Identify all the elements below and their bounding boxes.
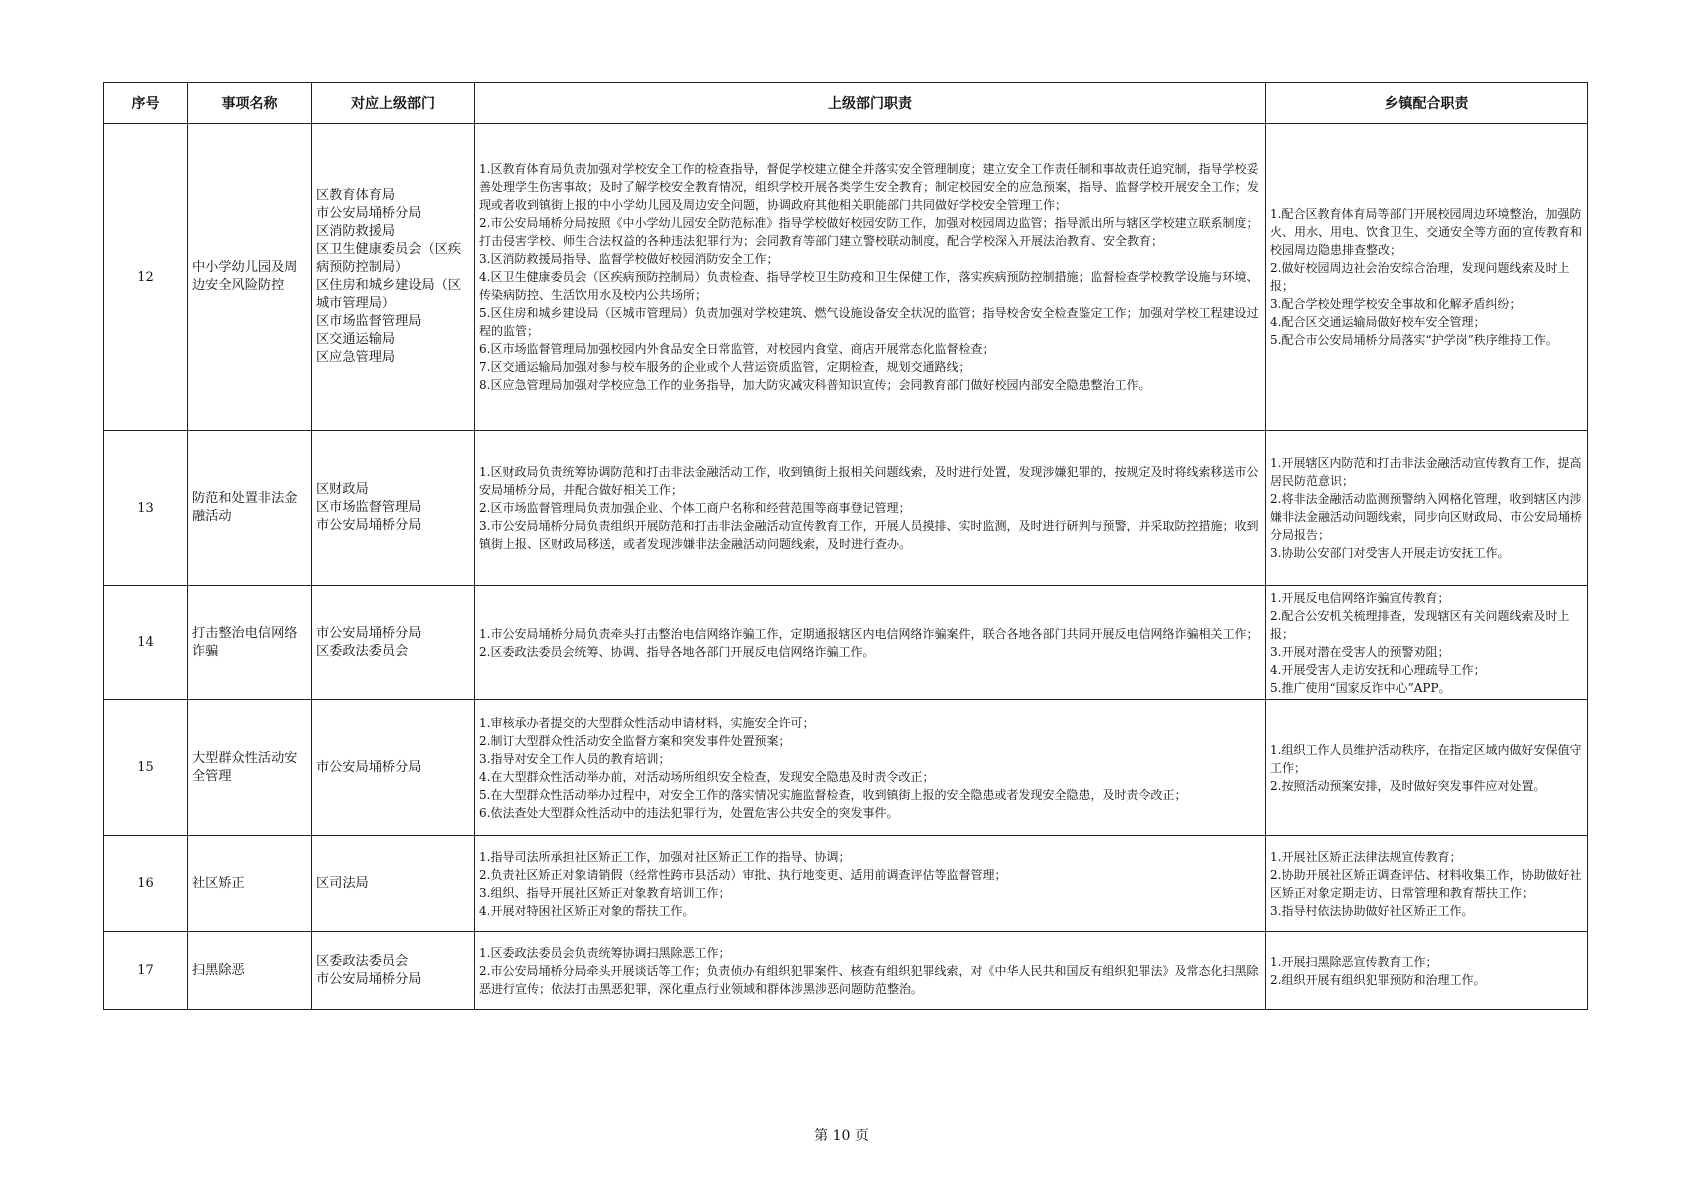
table-row xyxy=(104,836,1588,932)
coop-item: 1.开展辖区内防范和打击非法金融活动宣传教育工作，提高居民防范意识； xyxy=(1270,456,1582,488)
duty-item: 4.区卫生健康委员会（区疾病预防控制局）负责检查、指导学校卫生防疫和卫生保健工作，落实疾病预防控制措施；监督检查学校教学设施与环境、传染病防控、生活饮用水及校内公共场所； xyxy=(479,270,1259,302)
coop-item: 3.开展对潜在受害人的预警劝阻； xyxy=(1270,644,1450,659)
header-duties: 上级部门职责 xyxy=(475,83,1266,124)
page-number: 第 10 页 xyxy=(814,1128,869,1144)
table-header-row xyxy=(104,83,1588,124)
department-line: 区司法局 xyxy=(316,875,369,891)
row-number: 16 xyxy=(104,836,188,932)
township-duties xyxy=(1266,700,1588,836)
department-line: 市公安局埇桥分局 xyxy=(316,759,422,775)
department-line: 市公安局埇桥分局 xyxy=(316,971,422,987)
department-line: 区消防救援局 xyxy=(316,224,396,239)
superior-duties xyxy=(475,124,1266,431)
superior-departments xyxy=(312,124,475,431)
coop-item: 1.配合区教育体育局等部门开展校园周边环境整治，加强防火、用水、用电、饮食卫生、交通安全等方面的宣传教育和校园周边隐患排查整改； xyxy=(1270,207,1583,257)
department-line: 区住房和城乡建设局（区城市管理局） xyxy=(316,278,462,311)
department-line: 市公安局埇桥分局 xyxy=(316,625,422,641)
duty-item: 3.区消防救援局指导、监督学校做好校园消防安全工作； xyxy=(479,252,779,266)
duty-item: 6.依法查处大型群众性活动中的违法犯罪行为，处置危害公共安全的突发事件。 xyxy=(479,805,899,820)
coop-item: 1.开展反电信网络诈骗宣传教育； xyxy=(1270,590,1450,605)
coop-item: 2.组织开展有组织犯罪预防和治理工作。 xyxy=(1270,972,1486,987)
duty-item: 1.区委政法委员会负责统筹协调扫黑除恶工作； xyxy=(479,945,731,960)
department-line: 区财政局 xyxy=(316,482,369,497)
duty-item: 3.市公安局埇桥分局负责组织开展防范和打击非法金融活动宣传教育工作，开展人员摸排、实时监测，及时进行研判与预警，并采取防控措施；收到镇街上报、区财政局移送，或者发现涉嫌非法金融活动问题线索，及时进行查办。 xyxy=(479,519,1259,551)
department-line: 区市场监督管理局 xyxy=(316,500,422,515)
department-line: 区教育体育局 xyxy=(316,188,396,203)
row-number: 12 xyxy=(104,124,188,431)
coop-item: 2.配合公安机关梳理排查，发现辖区有关问题线索及时上报； xyxy=(1270,608,1570,641)
table-row xyxy=(104,932,1588,1010)
superior-duties xyxy=(475,586,1266,700)
department-line: 区交通运输局 xyxy=(316,332,396,347)
table-row xyxy=(104,124,1588,431)
department-line: 市公安局埇桥分局 xyxy=(316,206,422,221)
department-line: 区市场监督管理局 xyxy=(316,314,422,329)
item-name: 打击整治电信网络诈骗 xyxy=(188,586,312,700)
coop-item: 3.配合学校处理学校安全事故和化解矛盾纠纷； xyxy=(1270,297,1522,311)
coop-item: 5.推广使用“国家反诈中心”APP。 xyxy=(1270,680,1451,695)
table-body xyxy=(104,124,1588,1010)
duty-item: 3.组织、指导开展社区矫正对象教育培训工作； xyxy=(479,885,731,900)
township-duties xyxy=(1266,586,1588,700)
superior-departments xyxy=(312,836,475,932)
duty-item: 2.市公安局埇桥分局按照《中小学幼儿园安全防范标准》指导学校做好校园安防工作，加强对校园周边监管；指导派出所与辖区学校建立联系制度；打击侵害学校、师生合法权益的各种违法犯罪行为；会同教育等部门建立警校联动制度，配合学校深入开展法治教育、安全教育； xyxy=(479,216,1259,248)
row-number: 13 xyxy=(104,431,188,586)
header-coop: 乡镇配合职责 xyxy=(1266,83,1588,124)
department-line: 区委政法委员会 xyxy=(316,953,409,969)
superior-duties xyxy=(475,932,1266,1010)
duty-item: 2.区委政法委员会统筹、协调、指导各地各部门开展反电信网络诈骗工作。 xyxy=(479,644,875,659)
coop-item: 2.协助开展社区矫正调查评估、材料收集工作，协助做好社区矫正对象定期走访、日常管理和教育帮扶工作； xyxy=(1270,867,1582,900)
duty-item: 2.制订大型群众性活动安全监督方案和突发事件处置预案； xyxy=(479,733,791,748)
duty-item: 5.在大型群众性活动举办过程中，对安全工作的落实情况实施监督检查，收到镇街上报的安全隐患或者发现安全隐患，及时责令改正； xyxy=(479,787,1187,802)
duty-item: 1.市公安局埇桥分局负责牵头打击整治电信网络诈骗工作，定期通报辖区内电信网络诈骗案件，联合各地各部门共同开展反电信网络诈骗相关工作； xyxy=(479,626,1259,641)
coop-item: 1.开展社区矫正法律法规宣传教育； xyxy=(1270,849,1462,864)
table-row xyxy=(104,586,1588,700)
row-number: 15 xyxy=(104,700,188,836)
superior-departments xyxy=(312,932,475,1010)
coop-item: 4.开展受害人走访安抚和心理疏导工作； xyxy=(1270,662,1486,677)
township-duties xyxy=(1266,431,1588,586)
department-line: 区卫生健康委员会（区疾病预防控制局） xyxy=(316,242,462,275)
coop-item: 2.按照活动预案安排，及时做好突发事件应对处置。 xyxy=(1270,778,1546,793)
duty-item: 1.审核承办者提交的大型群众性活动申请材料，实施安全许可； xyxy=(479,715,815,730)
duty-item: 2.区市场监督管理局负责加强企业、个体工商户名称和经营范围等商事登记管理； xyxy=(479,501,911,515)
township-duties xyxy=(1266,932,1588,1010)
row-number: 14 xyxy=(104,586,188,700)
coop-item: 1.组织工作人员维护活动秩序，在指定区域内做好安保值守工作； xyxy=(1270,742,1582,775)
superior-departments xyxy=(312,586,475,700)
item-name: 社区矫正 xyxy=(188,836,312,932)
superior-duties xyxy=(475,700,1266,836)
duty-item: 1.区财政局负责统筹协调防范和打击非法金融活动工作，收到镇街上报相关问题线索，及时进行处置，发现涉嫌犯罪的，按规定及时将线索移送市公安局埇桥分局，并配合做好相关工作； xyxy=(479,465,1259,497)
coop-item: 5.配合市公安局埇桥分局落实“护学岗”秩序维持工作。 xyxy=(1270,333,1558,347)
coop-item: 1.开展扫黑除恶宣传教育工作； xyxy=(1270,954,1438,969)
duty-item: 7.区交通运输局加强对参与校车服务的企业或个人营运资质监管，定期检查，规划交通路线； xyxy=(479,360,971,374)
township-duties xyxy=(1266,124,1588,431)
table-row xyxy=(104,700,1588,836)
department-line: 区应急管理局 xyxy=(316,350,396,365)
duty-item: 5.区住房和城乡建设局（区城市管理局）负责加强对学校建筑、燃气设施设备安全状况的监管；指导校舍安全检查鉴定工作；加强对学校工程建设过程的监管； xyxy=(479,306,1259,338)
duty-item: 4.在大型群众性活动举办前，对活动场所组织安全检查，发现安全隐患及时责令改正； xyxy=(479,769,935,784)
header-name: 事项名称 xyxy=(188,83,312,124)
township-duties xyxy=(1266,836,1588,932)
superior-departments xyxy=(312,431,475,586)
item-name: 中小学幼儿园及周边安全风险防控 xyxy=(188,124,312,431)
coop-item: 2.做好校园周边社会治安综合治理，发现问题线索及时上报； xyxy=(1270,261,1570,293)
coop-item: 3.指导村依法协助做好社区矫正工作。 xyxy=(1270,903,1474,918)
superior-duties xyxy=(475,431,1266,586)
duty-item: 3.指导对安全工作人员的教育培训； xyxy=(479,751,671,766)
superior-departments xyxy=(312,700,475,836)
header-depts: 对应上级部门 xyxy=(312,83,475,124)
duty-item: 2.负责社区矫正对象请销假（经常性跨市县活动）审批、执行地变更、适用前调查评估等监督管理； xyxy=(479,867,1007,882)
coop-item: 4.配合区交通运输局做好校车安全管理； xyxy=(1270,315,1486,329)
row-number: 17 xyxy=(104,932,188,1010)
header-num: 序号 xyxy=(104,83,188,124)
coop-item: 2.将非法金融活动监测预警纳入网格化管理，收到辖区内涉嫌非法金融活动问题线索，同步向区财政局、市公安局埇桥分局报告； xyxy=(1270,492,1583,542)
duty-item: 4.开展对特困社区矫正对象的帮扶工作。 xyxy=(479,903,695,918)
responsibility-table xyxy=(103,82,1588,1010)
item-name: 防范和处置非法金融活动 xyxy=(188,431,312,586)
duty-item: 8.区应急管理局加强对学校应急工作的业务指导，加大防灾减灾科普知识宣传；会同教育部门做好校园内部安全隐患整治工作。 xyxy=(479,378,1151,392)
department-line: 市公安局埇桥分局 xyxy=(316,518,422,533)
table-row xyxy=(104,431,1588,586)
department-line: 区委政法委员会 xyxy=(316,643,409,659)
item-name: 大型群众性活动安全管理 xyxy=(188,700,312,836)
duty-item: 6.区市场监督管理局加强校园内外食品安全日常监管，对校园内食堂、商店开展常态化监督检查； xyxy=(479,342,995,356)
duty-item: 1.区教育体育局负责加强对学校安全工作的检查指导，督促学校建立健全并落实安全管理制度；建立安全工作责任制和事故责任追究制，指导学校妥善处理学生伤害事故；及时了解学校安全教育情况，组织学校开展各类学生安全教育；制定校园安全的应急预案，指导、监督学校开展安全工作；发现或者收到镇街上报的中小学幼儿园及周边安全问题，协调政府其他相关职能部门共同做好学校安全管理工作； xyxy=(479,162,1260,212)
coop-item: 3.协助公安部门对受害人开展走访安抚工作。 xyxy=(1270,546,1510,560)
duty-item: 2.市公安局埇桥分局牵头开展谈话等工作；负责侦办有组织犯罪案件、核查有组织犯罪线索，对《中华人民共和国反有组织犯罪法》及常态化扫黑除恶进行宣传；依法打击黑恶犯罪，深化重点行业领域和群体涉黑涉恶问题防范整治。 xyxy=(479,963,1259,996)
superior-duties xyxy=(475,836,1266,932)
duty-item: 1.指导司法所承担社区矫正工作，加强对社区矫正工作的指导、协调； xyxy=(479,849,851,864)
item-name: 扫黑除恶 xyxy=(188,932,312,1010)
